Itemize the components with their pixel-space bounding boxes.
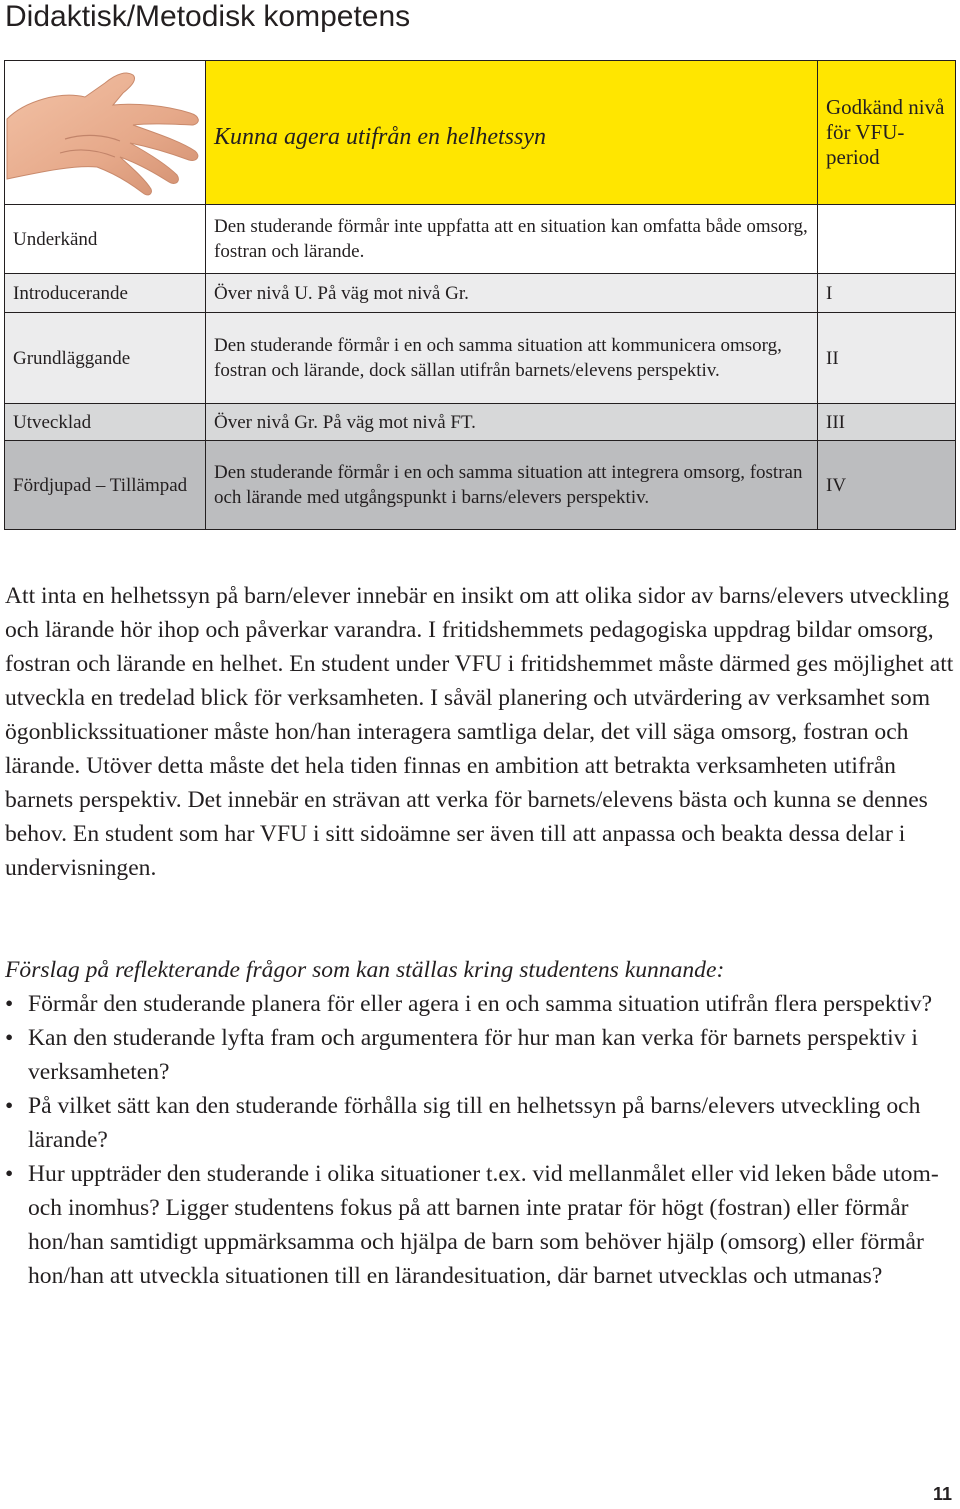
table-row [5, 274, 956, 313]
page-number: 11 [932, 1484, 952, 1504]
level-name: Grundläggande [5, 313, 206, 404]
hand-icon [5, 61, 206, 197]
list-item [5, 1021, 955, 1089]
level-grade: II [818, 313, 956, 404]
table-row [5, 205, 956, 274]
list-item [5, 987, 955, 1021]
level-grade [818, 205, 956, 274]
level-grade: I [818, 274, 956, 313]
table-row [5, 313, 956, 404]
question-text: Förmår den studerande planera för eller agera i en och samma situation utifrån flera perspektiv? [28, 991, 933, 1017]
level-description: Den studerande förmår i en och samma situation att kommunicera omsorg, fostran och lärande, dock sällan utifrån barnets/elevens perspektiv. [206, 313, 818, 404]
level-description: Den studerande förmår inte uppfatta att en situation kan omfatta både omsorg, fostran och lärande. [206, 205, 818, 274]
competence-title-cell [206, 61, 818, 205]
approved-level-header: Godkänd nivå för VFU-period [826, 95, 945, 169]
approved-level-header-cell [818, 61, 956, 205]
competence-title: Kunna agera utifrån en helhetssyn [214, 124, 546, 150]
level-description: Den studerande förmår i en och samma situation att integrera omsorg, fostran och lärande med utgångspunkt i barns/elevers perspektiv. [206, 441, 818, 530]
assessment-rubric-table [4, 60, 956, 530]
bullet-icon: • [5, 1025, 14, 1051]
level-description: Över nivå U. På väg mot nivå Gr. [206, 274, 818, 313]
bullet-icon: • [5, 1161, 14, 1187]
question-text: Kan den studerande lyfta fram och argumentera för hur man kan verka för barnets perspektiv i verksamheten? [28, 1025, 918, 1085]
level-name: Introducerande [5, 274, 206, 313]
list-item [5, 1157, 955, 1293]
page-title: Didaktisk/Metodisk kompetens [5, 0, 411, 33]
question-text: Hur uppträder den studerande i olika situationer t.ex. vid mellanmålet eller vid leken både utom- och inomhus? Ligger studentens fokus på att barnen inte pratar för högt (fostran) eller förmår hon/han samtidigt uppmärksamma och hjälpa de barn som behöver hjälp (omsorg) eller förmår hon/han att utveckla situationen till en lärandesituation, där barnet utvecklas och utmanas? [28, 1161, 939, 1289]
level-description: Över nivå Gr. På väg mot nivå FT. [206, 404, 818, 441]
body-paragraph: Att inta en helhetssyn på barn/elever innebär en insikt om att olika sidor av barns/elevers utveckling och lärande hör ihop och påverkar varandra. I fritidshemmets pedagogiska uppdrag bildar omsorg, fostran och lärande en helhet. En student under VFU i fritidshemmet måste därmed ges möjlighet att utveckla en tredelad blick för verksamheten. I såväl planering och utvärdering av verksamhet som ögonblickssituationer måste hon/han interagera samtliga delar, det vill säga omsorg, fostran och lärande. Utöver detta måste det hela tiden finnas en ambition att betrakta verksamheten utifrån barnets perspektiv. Det innebär en strävan att verka för barnets/elevens bästa och kunna se dennes behov. En student som har VFU i sitt sidoämne ser även till att anpassa och beakta dessa delar i undervisningen. [5, 583, 954, 881]
bullet-icon: • [5, 1093, 14, 1119]
level-grade: III [818, 404, 956, 441]
list-item [5, 1089, 955, 1157]
table-row [5, 404, 956, 441]
level-name: Utvecklad [5, 404, 206, 441]
bullet-icon: • [5, 991, 14, 1017]
level-name: Underkänd [5, 205, 206, 274]
reflection-question-list [5, 987, 955, 1293]
level-grade: IV [818, 441, 956, 530]
table-row [5, 441, 956, 530]
level-name: Fördjupad – Tillämpad [5, 441, 206, 530]
hand-image-cell [5, 61, 206, 205]
reflection-heading: Förslag på reflekterande frågor som kan ställas kring studentens kunnande: [5, 957, 725, 983]
table-header-row [5, 61, 956, 205]
question-text: På vilket sätt kan den studerande förhålla sig till en helhetssyn på barns/elevers utveckling och lärande? [28, 1093, 921, 1153]
